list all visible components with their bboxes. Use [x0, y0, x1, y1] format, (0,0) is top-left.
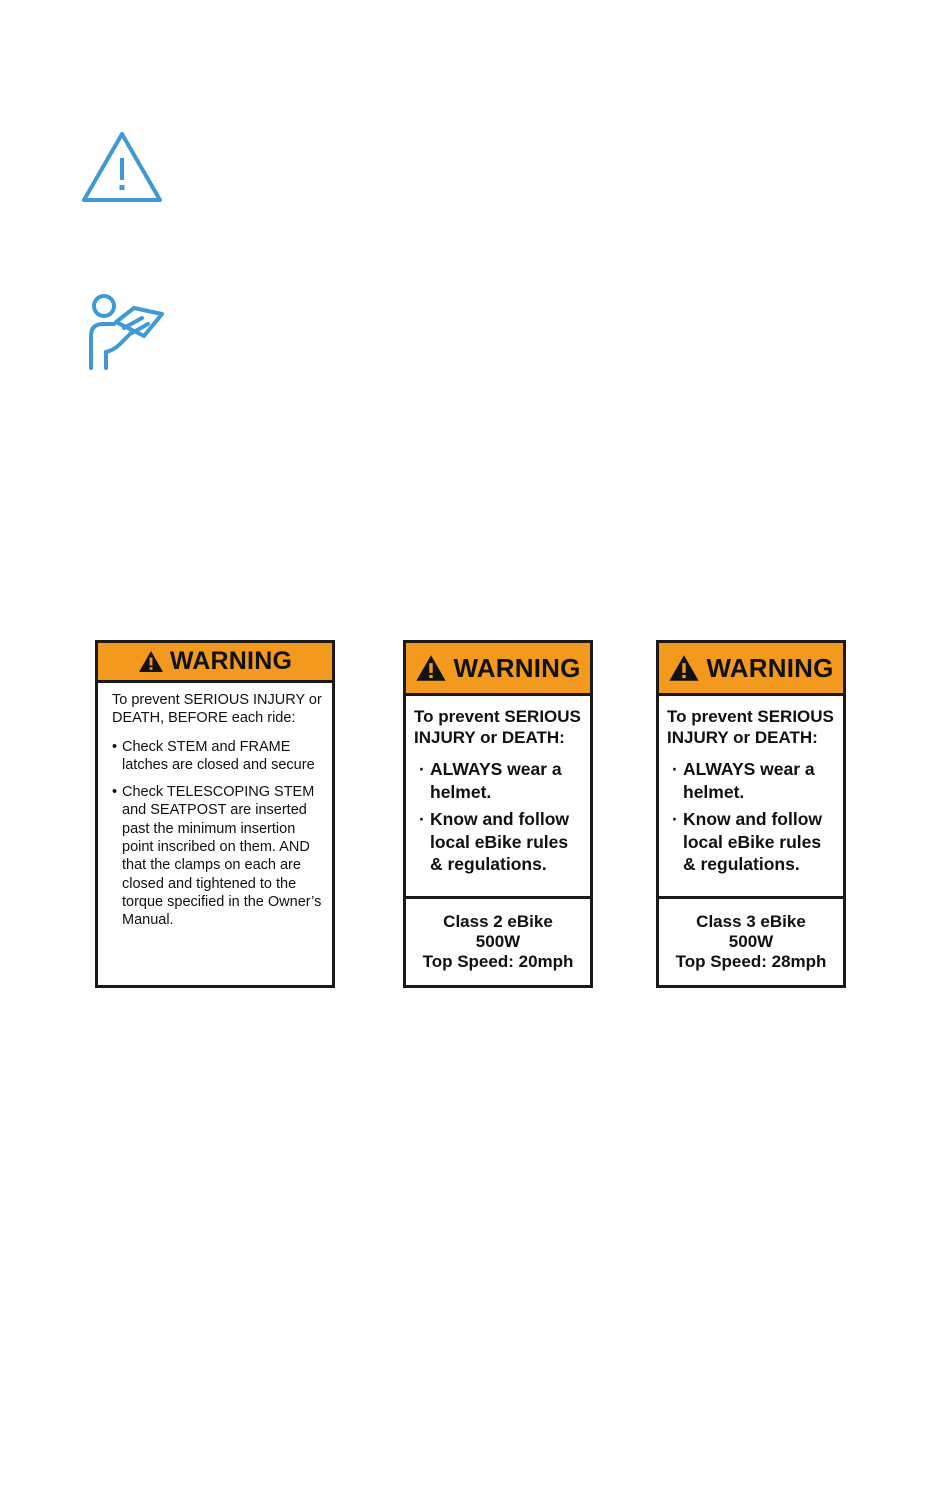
- ebike-power: 500W: [475, 932, 521, 951]
- warning-bullet: • Check TELESCOPING STEM and SEATPOST are inserted past the minimum insertion point inscribed on them. AND that the clamps on each are closed and tightened to the torque specified in the Owner’s Manual.: [112, 784, 322, 929]
- warning-triangle-icon: [138, 650, 164, 673]
- warning-header: [406, 643, 590, 696]
- warning-header: [659, 643, 843, 696]
- warning-bullet: • Check STEM and FRAME latches are closed and secure: [112, 738, 315, 773]
- warning-triangle-icon: [415, 654, 447, 682]
- warning-header-text: WARNING: [453, 652, 581, 683]
- warning-intro: To prevent SERIOUS INJURY or DEATH:: [414, 707, 581, 747]
- warning-triangle-icon: [668, 654, 700, 682]
- warning-triangle-icon: [80, 130, 164, 204]
- ebike-top-speed: Top Speed: 28mph: [675, 952, 827, 971]
- warning-bullet: · Know and follow local eBike rules & regulations.: [419, 809, 570, 874]
- ebike-class-footer: [659, 896, 843, 985]
- warning-label-class2: [403, 640, 593, 988]
- warning-intro: To prevent SERIOUS INJURY or DEATH, BEFORE each ride:: [112, 692, 322, 727]
- warning-label-predride: [95, 640, 335, 988]
- warning-header-text: WARNING: [169, 647, 293, 675]
- warning-label-class3: [656, 640, 846, 988]
- ebike-top-speed: Top Speed: 20mph: [422, 952, 574, 971]
- ebike-power: 500W: [728, 932, 774, 951]
- warning-header-text: WARNING: [706, 652, 834, 683]
- ebike-class-footer: [406, 896, 590, 985]
- ebike-class: Class 3 eBike: [696, 912, 806, 931]
- warning-intro: To prevent SERIOUS INJURY or DEATH:: [667, 707, 834, 747]
- read-manual-icon: [84, 292, 174, 372]
- warning-bullet: · ALWAYS wear a helmet.: [419, 759, 562, 802]
- ebike-class: Class 2 eBike: [443, 912, 553, 931]
- warning-bullet: · Know and follow local eBike rules & regulations.: [672, 809, 823, 874]
- warning-header: [98, 643, 332, 683]
- warning-bullet: · ALWAYS wear a helmet.: [672, 759, 815, 802]
